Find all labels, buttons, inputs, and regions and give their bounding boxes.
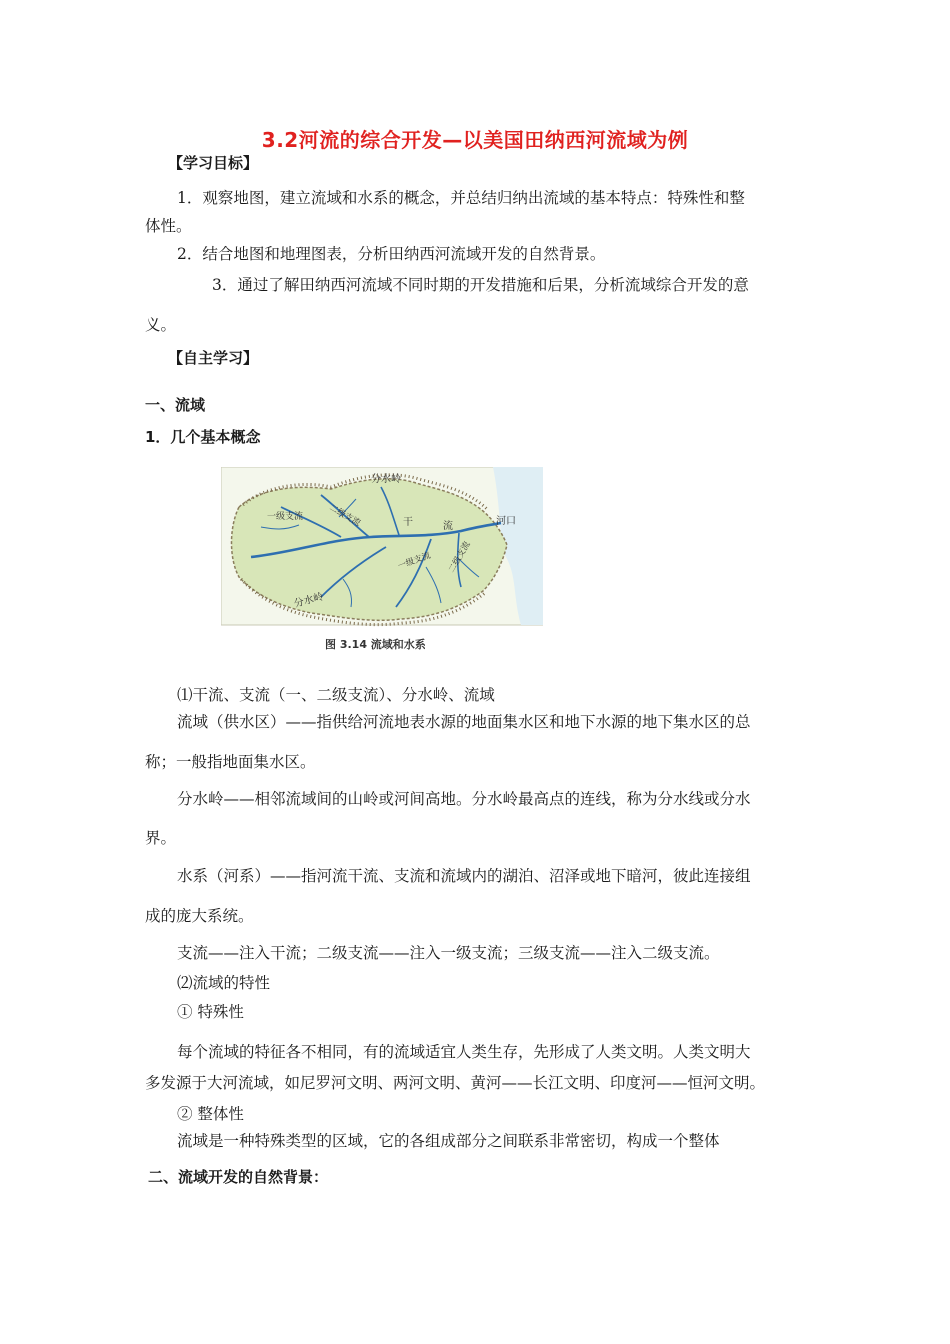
drainage-basin-figure (221, 467, 543, 657)
label-divide-top: 分水岭 (371, 474, 401, 485)
particularity-text-1: 每个流域的特征各不相同，有的流域适宜人类生存，先形成了人类文明。人类文明大 (177, 1043, 751, 1061)
particularity-heading: ① 特殊性 (177, 1003, 244, 1021)
subsection-heading: 1．几个基本概念 (145, 428, 261, 446)
goal-line-1: 1．观察地图，建立流域和水系的概念，并总结归纳出流域的基本特点：特殊性和整 (177, 189, 745, 207)
integrity-text: 流域是一种特殊类型的区域，它的各组成部分之间联系非常密切，构成一个整体 (177, 1132, 720, 1150)
page-title: 3.2河流的综合开发—以美国田纳西河流域为例 (261, 128, 689, 152)
section-two-heading: 二、流域开发的自然背景： (148, 1168, 329, 1186)
goals-heading: 【学习目标】 (168, 154, 259, 172)
self-study-heading: 【自主学习】 (168, 349, 259, 367)
goal-line-5: 义。 (145, 316, 177, 334)
river-system-definition-1: 水系（河系）——指河流干流、支流和流域内的湖泊、沼泽或地下暗河，彼此连接组 (177, 867, 751, 885)
label-first-trib-bottom: 一级支流 (396, 550, 432, 572)
divide-definition-1: 分水岭——相邻流域间的山岭或河间高地。分水岭最高点的连线，称为分水线或分水 (177, 790, 751, 808)
label-second-trib-right: 二级支流 (446, 540, 473, 575)
river-system-definition-2: 成的庞大系统。 (145, 907, 254, 925)
concept-list: ⑴干流、支流（一、二级支流）、分水岭、流域 (177, 686, 495, 704)
drainage-basin-map (221, 467, 543, 657)
basin-characteristics-heading: ⑵流域的特性 (177, 974, 271, 992)
label-mouth: 河口 (496, 516, 516, 527)
goal-line-4: 3．通过了解田纳西河流域不同时期的开发措施和后果，分析流域综合开发的意 (212, 276, 749, 294)
section-one-heading: 一、流域 (145, 396, 206, 414)
goal-line-3: 2．结合地图和地理图表，分析田纳西河流域开发的自然背景。 (177, 245, 606, 263)
basin-definition-1: 流域（供水区）——指供给河流地表水源的地面集水区和地下水源的地下集水区的总 (177, 713, 751, 731)
figure-caption: 图 3.14 流域和水系 (325, 638, 426, 651)
label-main-1: 干 (403, 517, 413, 528)
label-main-2: 流 (443, 521, 453, 532)
goal-line-2: 体性。 (145, 217, 192, 235)
label-second-trib-top: 二级支流 (327, 502, 362, 529)
basin-definition-2: 称；一般指地面集水区。 (145, 753, 316, 771)
tributary-definition: 支流——注入干流；二级支流——注入一级支流；三级支流——注入二级支流。 (177, 944, 720, 962)
integrity-heading: ② 整体性 (177, 1105, 244, 1123)
label-divide-bottom: 分水岭 (292, 591, 325, 610)
label-first-trib-left: 一级支流 (267, 512, 304, 522)
divide-definition-2: 界。 (145, 829, 177, 847)
particularity-text-2: 多发源于大河流域，如尼罗河文明、两河文明、黄河——长江文明、印度河——恒河文明。 (145, 1074, 766, 1092)
